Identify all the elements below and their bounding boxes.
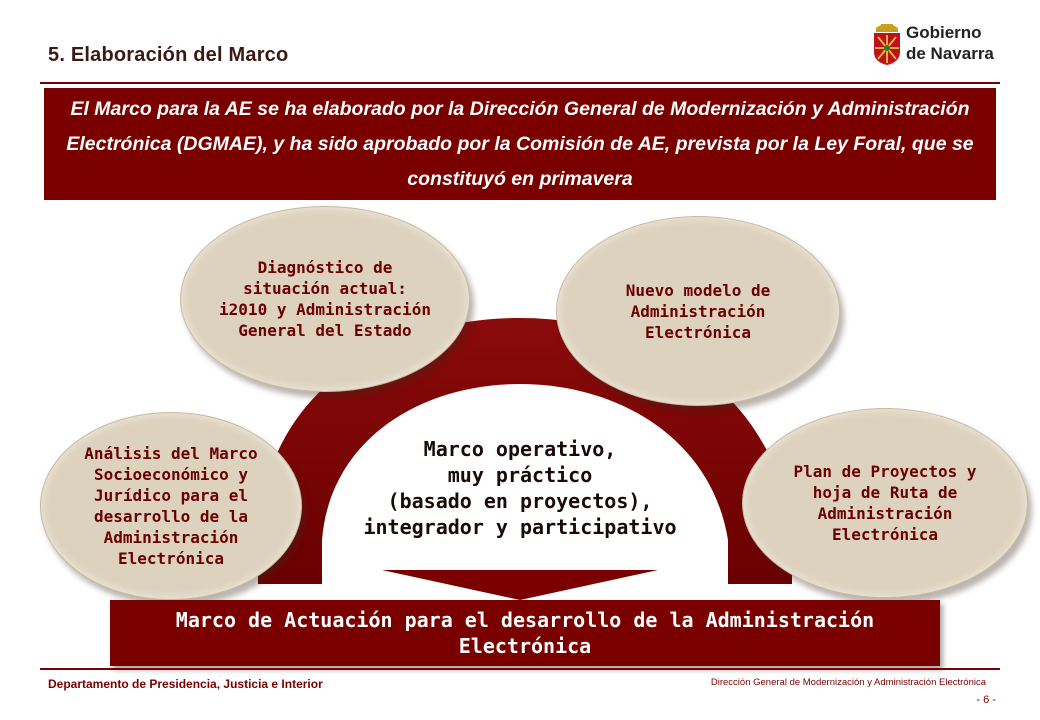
footer-department: Departamento de Presidencia, Justicia e Interior bbox=[48, 677, 323, 691]
logo-line-2: de Navarra bbox=[906, 44, 994, 63]
intro-banner-text: El Marco para la AE se ha elaborado por la Dirección General de Modernización y Administración Electrónica (DGMAE), y ha sido aprobado por la Comisión de AE, prevista por la Ley Foral, que se constituyó en primavera bbox=[66, 97, 974, 190]
logo-line-1: Gobierno bbox=[906, 23, 982, 42]
oval-project-plan-text: Plan de Proyectos y hoja de Ruta de Administración Electrónica bbox=[793, 462, 977, 544]
center-line-4: integrador y participativo bbox=[363, 515, 677, 539]
result-box bbox=[110, 600, 940, 666]
slide-title: 5. Elaboración del Marco bbox=[48, 44, 289, 66]
oval-new-model bbox=[556, 216, 840, 406]
oval-project-plan bbox=[742, 408, 1028, 598]
footer-directorate: Dirección General de Modernización y Administración Electrónica bbox=[710, 677, 986, 688]
page-number: - 6 - bbox=[976, 694, 996, 706]
oval-analysis-text: Análisis del Marco Socioeconómico y Jurídico para el desarrollo de la Administración Electrónica bbox=[84, 444, 258, 568]
oval-diagnosis-text: Diagnóstico de situación actual: i2010 y Administración General del Estado bbox=[219, 258, 431, 340]
down-arrow-shape bbox=[382, 570, 658, 600]
center-line-1: Marco operativo, bbox=[423, 437, 617, 461]
center-description bbox=[330, 436, 710, 540]
center-line-3: (basado en proyectos), bbox=[387, 489, 653, 513]
oval-diagnosis bbox=[180, 206, 470, 392]
footer-divider bbox=[40, 668, 1000, 670]
center-line-2: muy práctico bbox=[447, 463, 593, 487]
result-box-text: Marco de Actuación para el desarrollo de la Administración Electrónica bbox=[175, 608, 875, 658]
oval-new-model-text: Nuevo modelo de Administración Electrónica bbox=[625, 280, 771, 342]
oval-analysis bbox=[40, 412, 302, 600]
